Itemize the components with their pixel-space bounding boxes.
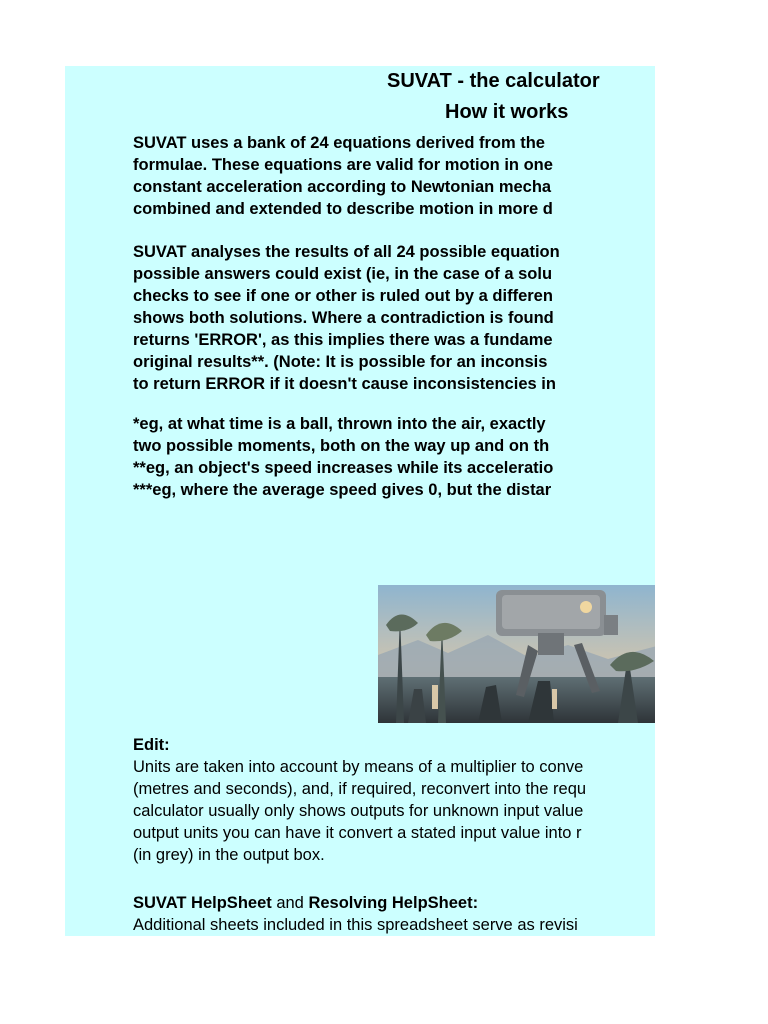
paragraph-line: possible answers could exist (ie, in the case of a solu bbox=[133, 265, 553, 283]
paragraph-line: checks to see if one or other is ruled out by a differen bbox=[133, 287, 553, 305]
footnote-line: *eg, at what time is a ball, thrown into the air, exactly bbox=[133, 415, 546, 433]
helpsheet-heading bbox=[133, 892, 578, 914]
edit-line: output units you can have it convert a stated input value into r bbox=[133, 824, 582, 842]
edit-line: (metres and seconds), and, if required, reconvert into the requ bbox=[133, 780, 587, 798]
suvat-helpsheet-label: SUVAT HelpSheet bbox=[133, 894, 272, 912]
sci-fi-illustration bbox=[378, 585, 655, 723]
edit-section bbox=[133, 734, 586, 866]
paragraph-line: shows both solutions. Where a contradiction is found bbox=[133, 309, 554, 327]
paragraph-line: combined and extended to describe motion in more d bbox=[133, 200, 553, 218]
paragraph-line: SUVAT analyses the results of all 24 possible equation bbox=[133, 243, 560, 261]
footnote-line: ***eg, where the average speed gives 0, but the distar bbox=[133, 481, 552, 499]
edit-line: (in grey) in the output box. bbox=[133, 846, 325, 864]
paragraph-line: formulae. These equations are valid for motion in one bbox=[133, 156, 553, 174]
paragraph-line: constant acceleration according to Newtonian mecha bbox=[133, 178, 552, 196]
edit-line: Units are taken into account by means of a multiplier to conve bbox=[133, 758, 584, 776]
helpsheet-section bbox=[133, 892, 578, 936]
footnote-line: **eg, an object's speed increases while its acceleratio bbox=[133, 459, 554, 477]
paragraph-line: SUVAT uses a bank of 24 equations derived from the bbox=[133, 134, 545, 152]
analysis-paragraph bbox=[133, 241, 560, 395]
spreadsheet-area bbox=[65, 66, 655, 936]
footnote-line: two possible moments, both on the way up and on th bbox=[133, 437, 550, 455]
paragraph-line: returns 'ERROR', as this implies there was a fundame bbox=[133, 331, 553, 349]
paragraph-line: to return ERROR if it doesn't cause inconsistencies in bbox=[133, 375, 556, 393]
edit-line: calculator usually only shows outputs for unknown input value bbox=[133, 802, 584, 820]
paragraph-line: original results**. (Note: It is possible for an inconsis bbox=[133, 353, 548, 371]
resolving-helpsheet-label: Resolving HelpSheet: bbox=[308, 894, 479, 912]
footnotes bbox=[133, 413, 553, 501]
helpsheet-line: Additional sheets included in this spreadsheet serve as revisi bbox=[133, 916, 578, 934]
intro-paragraph bbox=[133, 132, 553, 220]
edit-heading: Edit: bbox=[133, 736, 170, 754]
page-title: SUVAT - the calculator bbox=[387, 70, 600, 92]
helpsheet-and: and bbox=[271, 894, 309, 912]
page-subtitle: How it works bbox=[445, 101, 569, 123]
